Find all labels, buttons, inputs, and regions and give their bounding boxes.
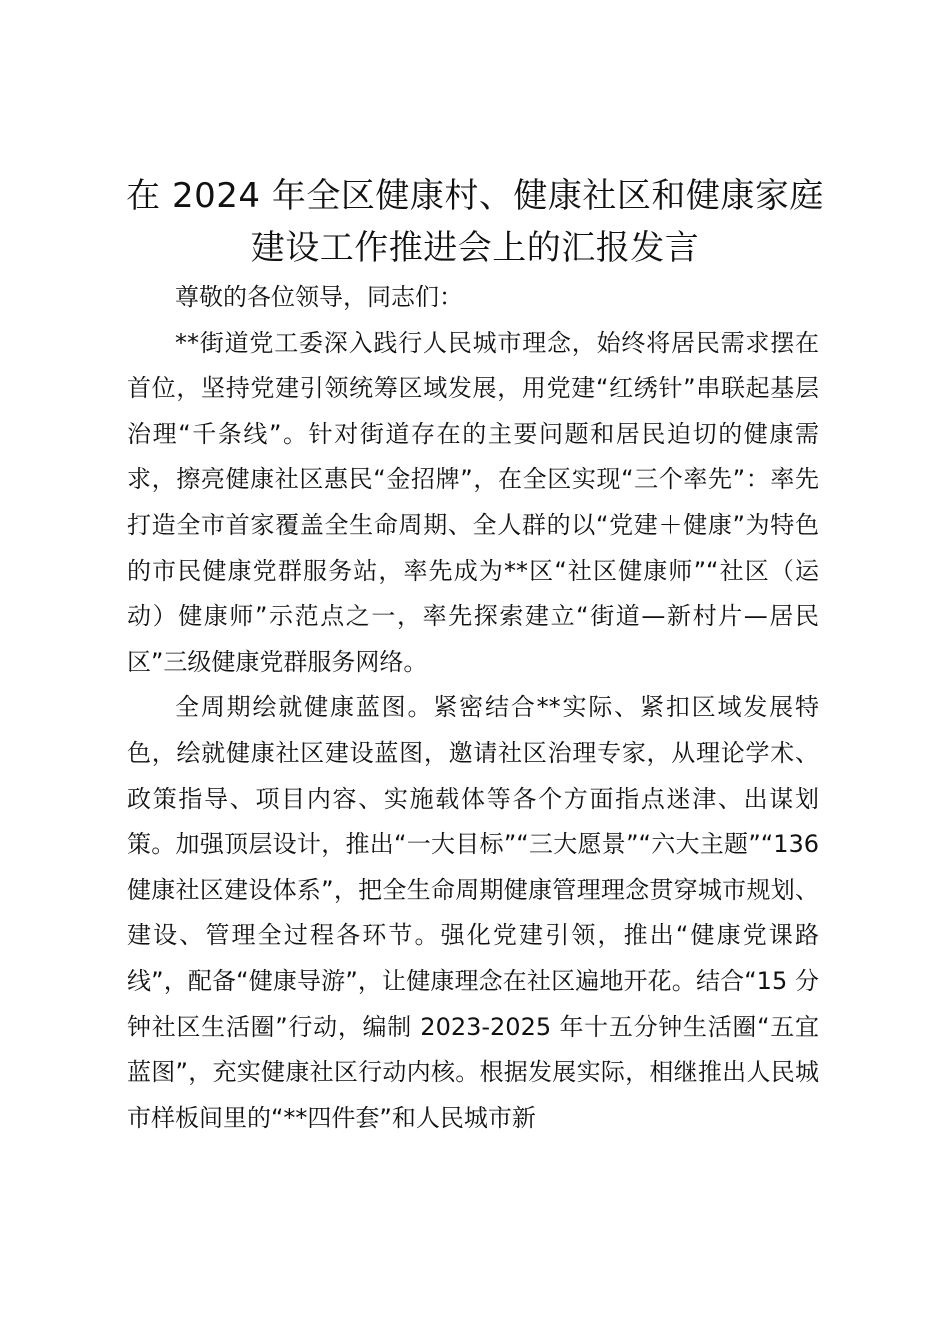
greeting-paragraph: 尊敬的各位领导，同志们： xyxy=(175,283,463,311)
title-line-2: 建设工作推进会上的汇报发言 xyxy=(250,228,700,268)
paragraph-2: 全周期绘就健康蓝图。紧密结合**实际、紧扣区域发展特色，绘就健康社区建设蓝图，邀请社区治理专家，从理论学术、政策指导、项目内容、实施载体等各个方面指点迷津、出谋划策。加强顶层设计，推出“一大目标”“三大愿景”“六大主题”“136 健康社区建设体系”，把全生命周期健康管理理念贯穿城市规划、建设、管理全过程各环节。强化党建引领，推出“健康党课路线”，配备“健康导游”，让健康理念在社区遍地开花。结合“15 分钟社区生活圈”行动，编制 2023-2025 年十五分钟生活圈“五宜蓝图”，充实健康社区行动内核。根据发展实际，相继推出人民城市样板间里的“**四件套”和人民城市新 xyxy=(127,693,819,1132)
document-body xyxy=(127,275,819,1141)
title-line-1: 在 2024 年全区健康村、健康社区和健康家庭 xyxy=(126,176,824,216)
document-title xyxy=(120,170,830,274)
paragraph-1: **街道党工委深入践行人民城市理念，始终将居民需求摆在首位，坚持党建引领统筹区域发展，用党建“红绣针”串联起基层治理“千条线”。针对街道存在的主要问题和居民迫切的健康需求，擦亮健康社区惠民“金招牌”，在全区实现“三个率先”：率先打造全市首家覆盖全生命周期、全人群的以“党建＋健康”为特色的市民健康党群服务站，率先成为**区“社区健康师”“社区（运动）健康师”示范点之一，率先探索建立“街道—新村片—居民区”三级健康党群服务网络。 xyxy=(127,328,819,676)
